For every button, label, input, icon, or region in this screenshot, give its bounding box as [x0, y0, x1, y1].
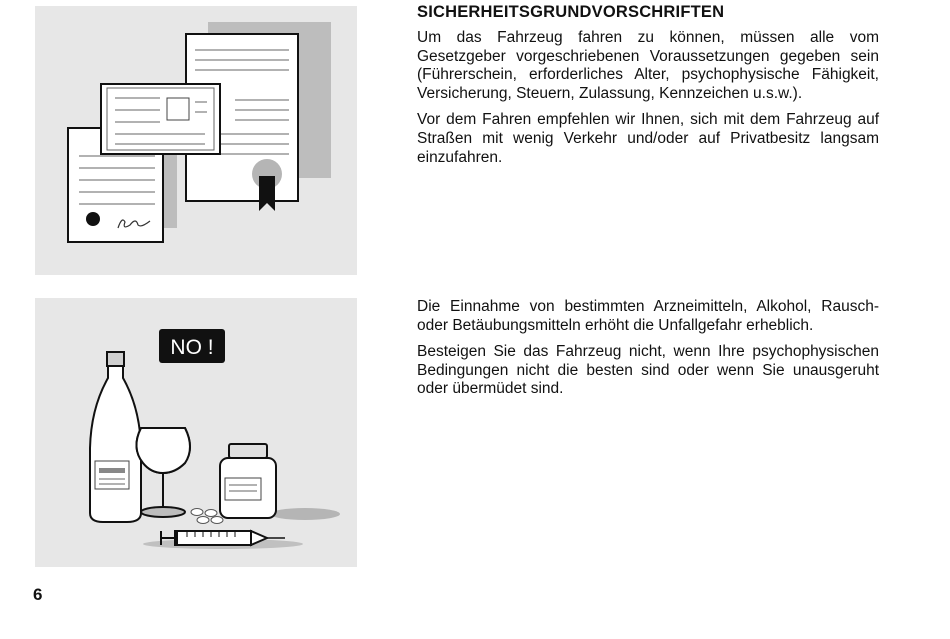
no-badge	[159, 329, 225, 363]
alcohol-drugs-illustration	[35, 298, 357, 567]
page-number: 6	[33, 585, 43, 604]
no-badge-label: NO !	[170, 336, 214, 359]
wine-glass-icon	[136, 428, 190, 517]
paragraph: Um das Fahrzeug fahren zu können, müssen alle vom Gesetzgeber vorgeschriebenen Voraussetzungen gegeben sein (Führerschein, erforderliches Alter, psychophysische Fähigkeit, Versicherung, Steuern, Zulassung, Kennzeichen u.s.w.).	[417, 29, 879, 102]
documents-icon	[101, 84, 220, 154]
alcohol-drugs-section	[417, 298, 879, 407]
paragraph: Vor dem Fahren empfehlen wir Ihnen, sich mit dem Fahrzeug auf Straßen mit wenig Verkehr und/oder auf Privatbesitz langsam einzufahren.	[417, 111, 879, 166]
pills-icon	[191, 509, 223, 524]
paragraph: Besteigen Sie das Fahrzeug nicht, wenn Ihre psychophysischen Bedingungen nicht die besten sind oder wenn Sie unausgeruht oder übermüdet sind.	[417, 343, 879, 398]
safety-rules-section	[417, 1, 879, 175]
paragraph: Die Einnahme von bestimmten Arzneimitteln, Alkohol, Rausch- oder Betäubungsmitteln erhöht die Unfallgefahr erheblich.	[417, 298, 879, 334]
section-heading: SICHERHEITSGRUNDVORSCHRIFTEN	[417, 3, 725, 21]
bottle-icon	[90, 352, 141, 522]
documents-illustration	[35, 6, 357, 275]
pill-jar-icon	[220, 444, 276, 518]
